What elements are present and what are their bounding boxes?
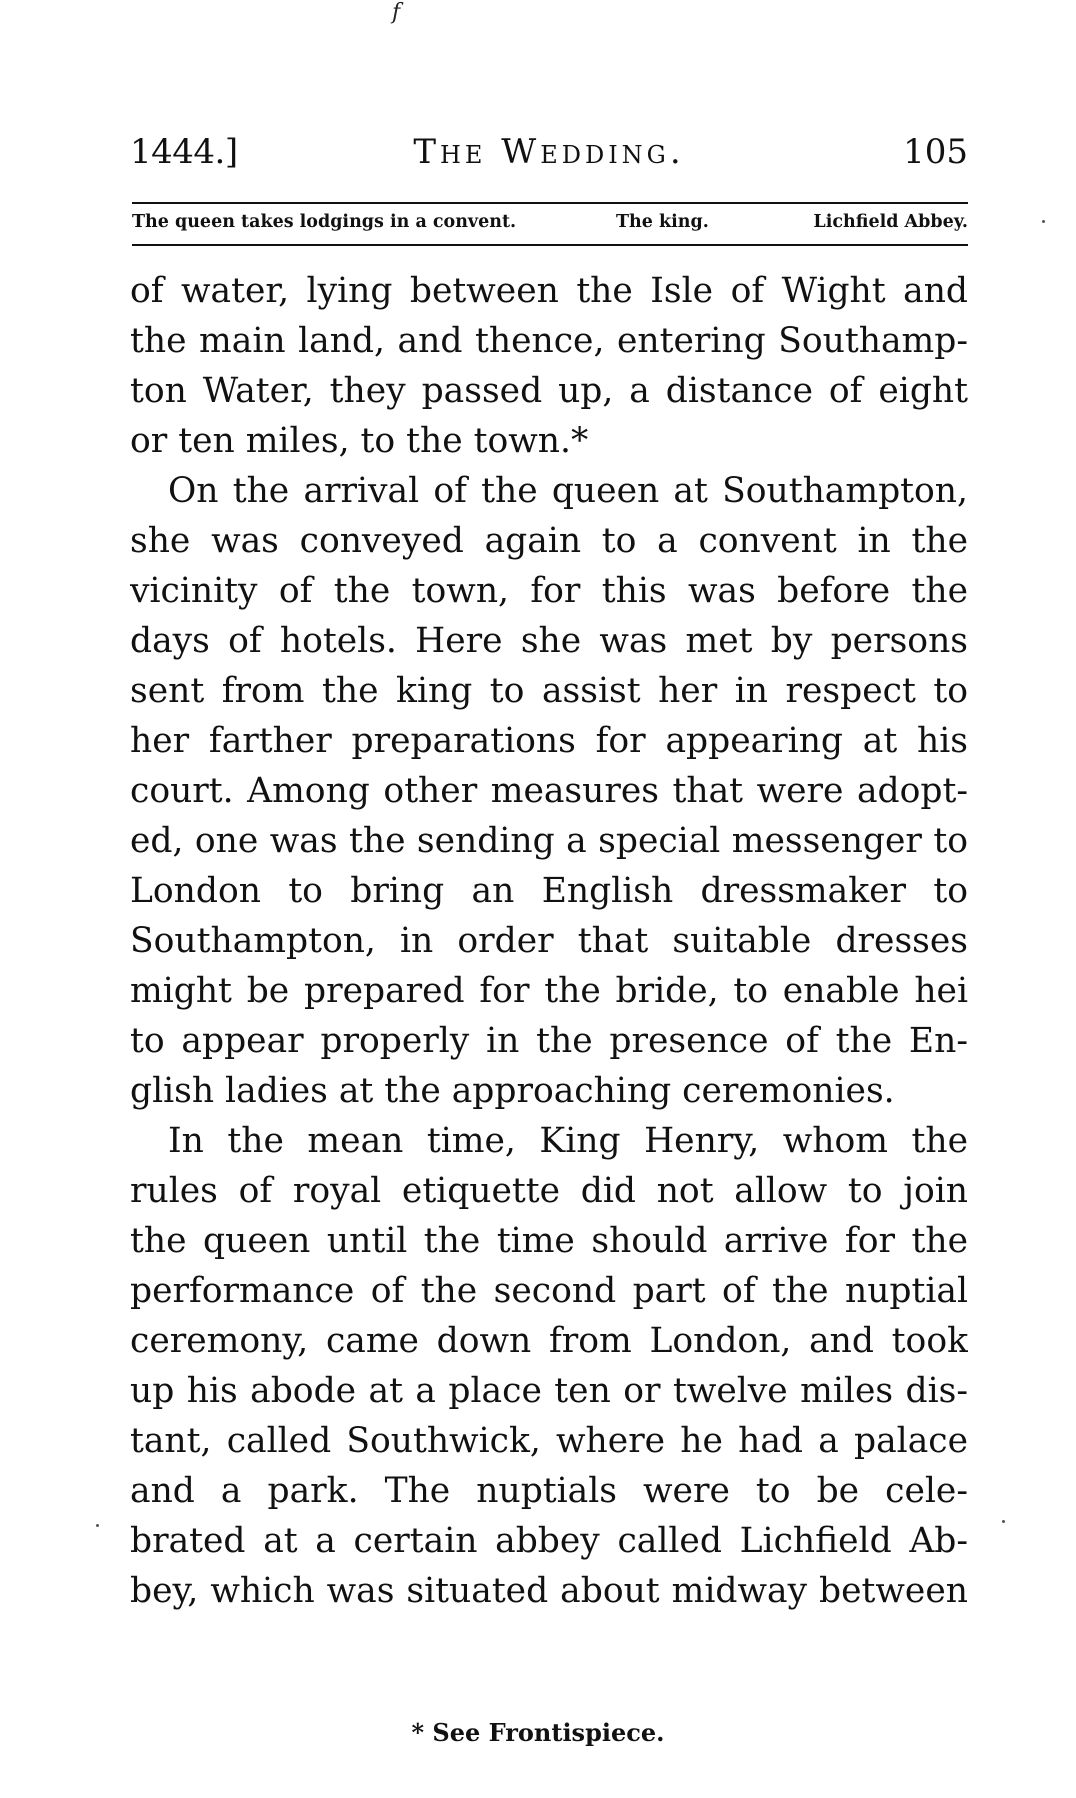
text-line: of water, lying between the Isle of Wight and xyxy=(130,271,968,311)
footnote: * See Frontispiece. xyxy=(411,1718,665,1747)
text-line: rules of royal etiquette did not allow to join xyxy=(130,1171,968,1211)
running-head xyxy=(130,132,968,182)
text-line: and a park. The nuptials were to be cele- xyxy=(130,1471,968,1511)
text-line: to appear properly in the presence of the En- xyxy=(130,1021,968,1061)
text-line: brated at a certain abbey called Lichfield Ab- xyxy=(130,1521,968,1561)
subhead-line xyxy=(132,212,968,240)
text-line: glish ladies at the approaching ceremonies. xyxy=(130,1071,895,1111)
text-line: bey, which was situated about midway between xyxy=(130,1571,968,1611)
text-line: ed, one was the sending a special messenger to xyxy=(130,821,968,861)
text-line: performance of the second part of the nuptial xyxy=(130,1271,968,1311)
header-rule-top xyxy=(132,202,968,204)
body-text xyxy=(130,266,968,1616)
text-line: tant, called Southwick, where he had a palace xyxy=(130,1421,968,1461)
text-line: On the arrival of the queen at Southampton, xyxy=(168,471,968,511)
running-head-year: 1444.] xyxy=(130,132,238,172)
text-line: ton Water, they passed up, a distance of eight xyxy=(130,371,968,411)
text-line: up his abode at a place ten or twelve miles dis- xyxy=(130,1371,968,1411)
text-line: the queen until the time should arrive for the xyxy=(130,1221,968,1261)
text-line: days of hotels. Here she was met by persons xyxy=(130,621,968,661)
speck-mark xyxy=(96,1524,99,1527)
text-line: sent from the king to assist her in respect to xyxy=(130,671,968,711)
text-line: ceremony, came down from London, and took xyxy=(130,1321,968,1361)
text-line: her farther preparations for appearing at his xyxy=(130,721,968,761)
text-line: or ten miles, to the town.* xyxy=(130,421,589,461)
subhead-topic-2: The king. xyxy=(616,212,709,232)
top-mark: f xyxy=(392,0,401,25)
speck-mark xyxy=(1042,220,1045,223)
subhead-topic-3: Lichfield Abbey. xyxy=(813,212,968,232)
text-line: In the mean time, King Henry, whom the xyxy=(168,1121,968,1161)
text-line: court. Among other measures that were adopt- xyxy=(130,771,968,811)
page-number: 105 xyxy=(903,132,968,172)
text-line: vicinity of the town, for this was before the xyxy=(130,571,968,611)
text-line: might be prepared for the bride, to enable hei xyxy=(130,971,968,1011)
subhead-topic-1: The queen takes lodgings in a convent. xyxy=(132,212,517,232)
text-line: London to bring an English dressmaker to xyxy=(130,871,968,911)
text-line: she was conveyed again to a convent in the xyxy=(130,521,968,561)
running-head-title: The Wedding. xyxy=(413,132,685,172)
speck-mark xyxy=(1002,1520,1005,1523)
text-line: Southampton, in order that suitable dresses xyxy=(130,921,968,961)
header-rule-bottom xyxy=(132,244,968,246)
text-line: the main land, and thence, entering Southamp- xyxy=(130,321,968,361)
